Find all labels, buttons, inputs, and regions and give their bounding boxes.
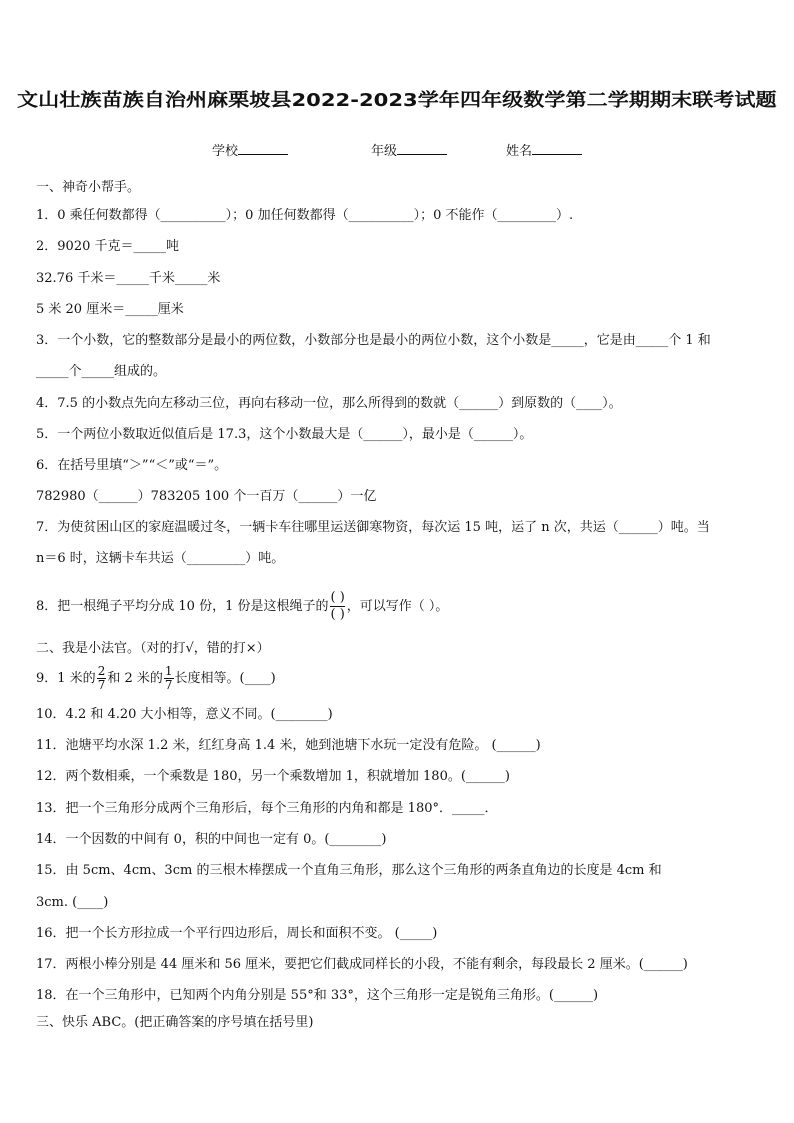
question-2c: 5 米 20 厘米＝_____厘米 [36, 302, 184, 317]
question-4: 4．7.5 的小数点先向左移动三位，再向右移动一位，那么所得到的数就（______）到原数的（____）。 [36, 396, 622, 411]
fraction-numerator: ( ) [330, 590, 345, 605]
question-14: 14．一个因数的中间有 0，积的中间也一定有 0。(________) [36, 832, 387, 847]
question-15b: 3cm. (____) [36, 895, 109, 910]
question-8-fraction [330, 590, 344, 623]
question-6b: 782980（______）783205 100 个一百万（______）一亿 [36, 489, 377, 504]
question-9-post: 长度相等。(____) [174, 671, 276, 686]
fraction-denominator: ( ) [330, 607, 345, 622]
question-8-post: ，可以写作（ ）。 [346, 599, 449, 614]
fraction-numerator: 1 [164, 664, 173, 678]
name-field [506, 140, 582, 159]
question-5: 5．一个两位小数取近似值后是 17.3，这个小数最大是（______），最小是（______）。 [36, 427, 533, 442]
exam-title: 文山壮族苗族自治州麻栗坡县2022-2023学年四年级数学第二学期期末联考试题 [17, 90, 777, 111]
fraction-numerator: 2 [97, 664, 106, 678]
fraction-denominator: 7 [164, 678, 173, 692]
question-6: 6．在括号里填“＞”“＜”或“＝”。 [36, 458, 228, 473]
section-3-heading: 三、快乐 ABC。(把正确答案的序号填在括号里) [36, 1015, 314, 1030]
grade-label: 年级 [371, 144, 398, 159]
question-9 [36, 664, 276, 694]
question-7b: n＝6 时，这辆卡车共运（_________）吨。 [36, 551, 285, 566]
question-9-pre: 9．1 米的 [36, 671, 96, 686]
section-1-heading: 一、神奇小帮手。 [36, 180, 141, 195]
school-blank [238, 141, 288, 155]
school-label: 学校 [212, 144, 239, 159]
question-9-fraction-1 [97, 665, 107, 692]
question-13: 13．把一个三角形分成两个三角形后，每个三角形的内角和都是 180°．_____． [36, 801, 498, 816]
section-2-heading: 二、我是小法官。（对的打√，错的打×） [36, 641, 270, 656]
question-18: 18．在一个三角形中，已知两个内角分别是 55°和 33°，这个三角形一定是锐角三角形。(______) [36, 988, 599, 1003]
question-3b: _____个_____组成的。 [36, 364, 167, 379]
question-3a: 3．一个小数，它的整数部分是最小的两位数，小数部分也是最小的两位小数，这个小数是_____，它是由_____个 1 和 [36, 333, 711, 348]
question-8 [36, 590, 448, 624]
grade-field [371, 140, 447, 159]
question-8-pre: 8．把一根绳子平均分成 10 份，1 份是这根绳子的 [36, 599, 329, 614]
school-field [212, 140, 288, 159]
question-16: 16．把一个长方形拉成一个平行四边形后，周长和面积不变。 (_____) [36, 926, 438, 941]
question-2b: 32.76 千米＝_____千米_____米 [36, 271, 221, 286]
question-10: 10．4.2 和 4.20 大小相等，意义不同。(________) [36, 707, 333, 722]
question-1: 1．0 乘任何数都得（__________）；0 加任何数都得（__________）；0 不能作（_________）. [36, 208, 574, 223]
grade-blank [397, 141, 447, 155]
fraction-denominator: 7 [97, 678, 106, 692]
question-7a: 7．为使贫困山区的家庭温暖过冬，一辆卡车往哪里运送御寒物资，每次运 15 吨，运了 n 次，共运（______）吨。当 [36, 520, 710, 535]
question-17: 17．两根小棒分别是 44 厘米和 56 厘米，要把它们截成同样长的小段，不能有剩余，每段最长 2 厘米。(______) [36, 957, 688, 972]
question-11: 11．池塘平均水深 1.2 米，红红身高 1.4 米，她到池塘下水玩一定没有危险。 (______) [36, 738, 541, 753]
question-9-mid: 和 2 米的 [107, 671, 163, 686]
question-2a: 2．9020 千克＝_____吨 [36, 239, 179, 254]
question-9-fraction-2 [164, 665, 174, 692]
name-label: 姓名 [506, 144, 533, 159]
question-12: 12．两个数相乘，一个乘数是 180，另一个乘数增加 1，积就增加 180。(______) [36, 769, 510, 784]
name-blank [532, 141, 582, 155]
question-15a: 15．由 5cm、4cm、3cm 的三根木棒摆成一个直角三角形，那么这个三角形的两条直角边的长度是 4cm 和 [36, 863, 662, 878]
